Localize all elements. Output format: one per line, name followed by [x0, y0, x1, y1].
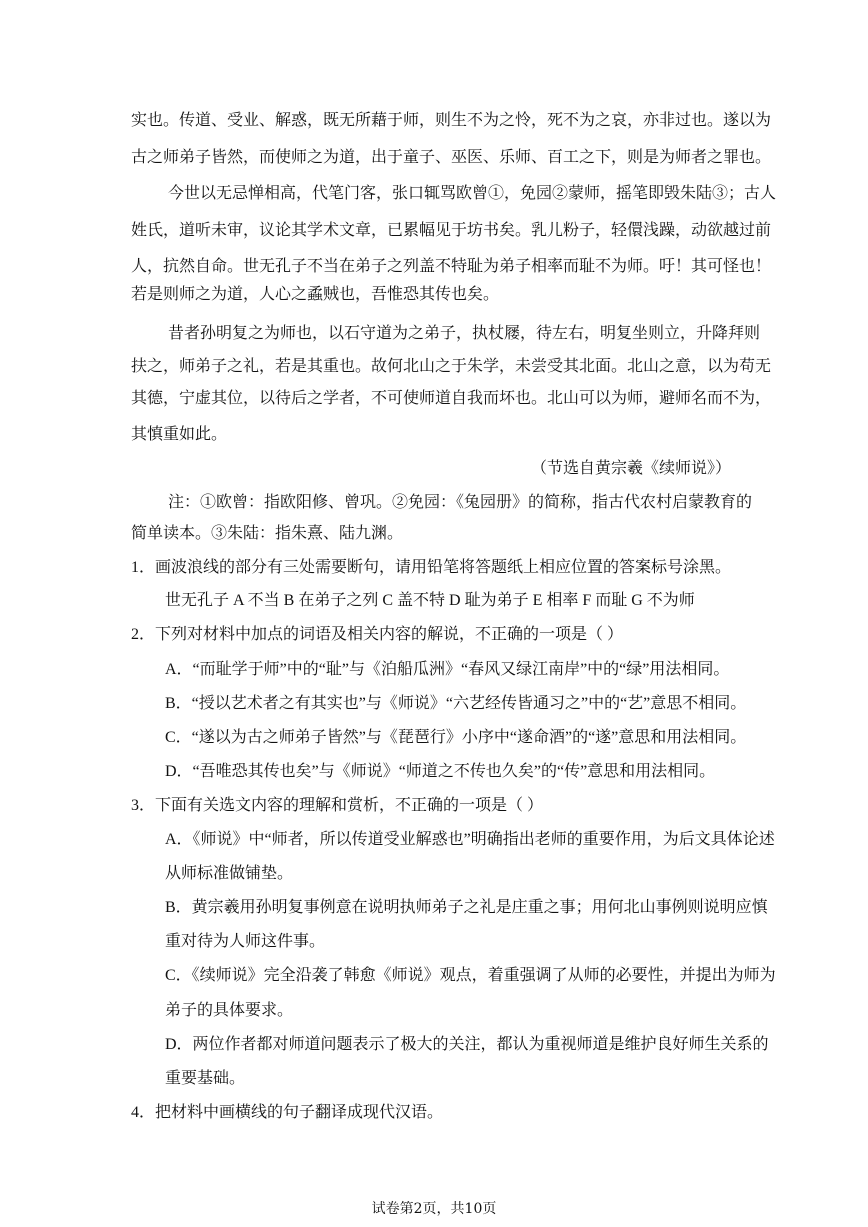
question-3-option-d: D．两位作者都对师道问题表示了极大的关注，都认为重视师道是维护良好师生关系的 — [165, 1036, 769, 1053]
question-2 — [131, 625, 868, 645]
passage-line: 实也。传道、受业、解惑，既无所藉于师，则生不为之怜，死不为之哀，亦非过也。遂以为 — [131, 110, 772, 129]
question-stem: 把材料中画横线的句子翻译成现代汉语。 — [155, 1104, 444, 1121]
passage-line: 姓氏，道听未审，议论其学术文章，已累幅见于坊书矣。乳儿粉子，轻儇浅躁，动欲越过前 — [131, 220, 772, 239]
question-3-option-b: B．黄宗羲用孙明复事例意在说明执师弟子之礼是庄重之事；用何北山事例则说明应慎 — [165, 899, 768, 916]
question-stem: 下面有关选文内容的理解和赏析，不正确的一项是（ ） — [155, 797, 544, 814]
question-3-option-d-cont: 重要基础。 — [165, 1070, 246, 1087]
page-footer: 试卷第2页，共10页 — [371, 1201, 497, 1217]
question-3-option-a-cont: 从师标准做铺垫。 — [165, 865, 294, 882]
question-3-option-b-cont: 重对待为人师这件事。 — [165, 933, 326, 950]
question-2-option-a: A．“而耻学于师”中的“耻”与《泊船瓜洲》“春风又绿江南岸”中的“绿”用法相同。 — [165, 661, 730, 678]
question-stem: 下列对材料中加点的词语及相关内容的解说，不正确的一项是（ ） — [155, 626, 624, 643]
passage-line: 今世以无忌惮相高，代笔门客，张口辄骂欧曾①，免园②蒙师，摇笔即毁朱陆③；古人 — [168, 183, 777, 202]
passage-line: 其德，宁虚其位，以待后之学者，不可使师道自我而坏也。北山可以为师，避师名而不为， — [131, 388, 772, 407]
question-3 — [131, 796, 868, 816]
question-2-option-d: D．“吾唯恐其传也矣”与《师说》“师道之不传也久矣”的“传”意思和用法相同。 — [165, 763, 716, 780]
question-3-option-a: A．《师说》中“师者，所以传道受业解惑也”明确指出老师的重要作用，为后文具体论述 — [165, 831, 775, 848]
passage-line: 昔者孙明复之为师也，以石守道为之弟子，执杖屦，待左右，明复坐则立，升降拜则 — [168, 323, 761, 342]
question-1-segment-line: 世无孔子 A 不当 B 在弟子之列 C 盖不特 D 耻为弟子 E 相率 F 而耻 G 不为师 — [165, 592, 695, 609]
question-3-option-c-cont: 弟子的具体要求。 — [165, 1002, 294, 1019]
passage-line: 人，抗然自命。世无孔子不当在弟子之列盖不特耻为弟子相率而耻不为师。吁！其可怪也！ — [131, 256, 772, 275]
question-number: 1． — [131, 559, 156, 576]
passage-line: 其慎重如此。 — [131, 424, 228, 443]
passage-line: 古之师弟子皆然，而使师之为道，出于童子、巫医、乐师、百工之下，则是为师者之罪也。 — [131, 147, 772, 166]
passage-note: 注：①欧曾：指欧阳修、曾巩。②免园：《兔园册》的简称，指古代农村启蒙教育的 — [168, 492, 753, 511]
question-3-option-c: C．《续师说》完全沿袭了韩愈《师说》观点，着重强调了从师的必要性，并提出为师为 — [165, 967, 776, 984]
passage-source: （节选自黄宗羲《续师说》） — [530, 458, 731, 477]
question-number: 3． — [131, 797, 156, 814]
question-number: 2． — [131, 626, 156, 643]
question-number: 4． — [131, 1104, 156, 1121]
question-2-option-b: B．“授以艺术者之有其实也”与《师说》“六艺经传皆通习之”中的“艺”意思不相同。 — [165, 695, 747, 712]
passage-note: 简单读本。③朱陆：指朱熹、陆九渊。 — [131, 523, 404, 542]
passage-line: 若是则师之为道，人心之蟊贼也，吾惟恐其传也矣。 — [131, 284, 500, 303]
passage-line: 扶之，师弟子之礼，若是其重也。故何北山之于朱学，未尝受其北面。北山之意，以为苟无 — [131, 356, 772, 375]
question-4 — [131, 1103, 868, 1123]
question-stem: 画波浪线的部分有三处需要断句，请用铅笔将答题纸上相应位置的答案标号涂黑。 — [155, 559, 732, 576]
question-1 — [131, 558, 868, 578]
question-2-option-c: C．“遂以为古之师弟子皆然”与《琵琶行》小序中“遂命酒”的“遂”意思和用法相同。 — [165, 729, 747, 746]
